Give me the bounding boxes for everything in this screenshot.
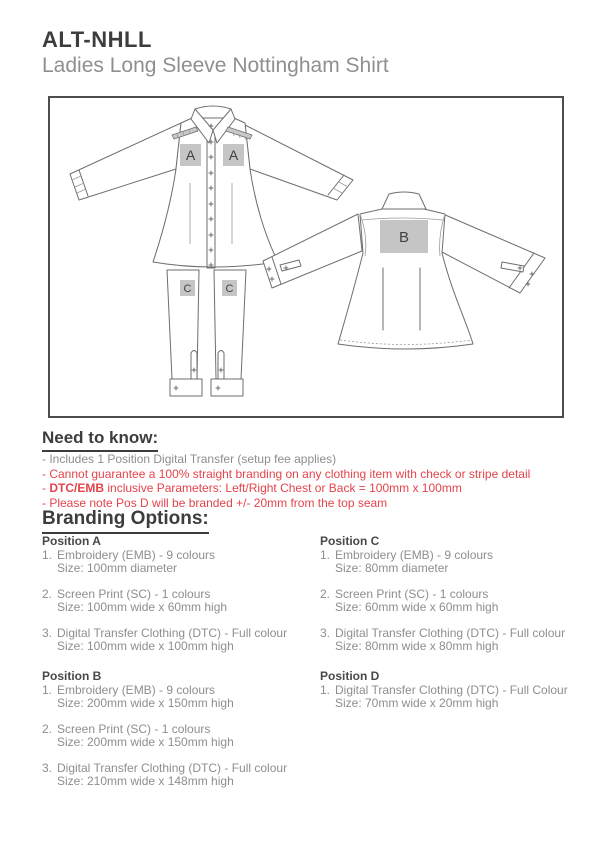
branding-options-section: [42, 508, 209, 534]
option-size: Size: 210mm wide x 148mm high: [57, 774, 234, 788]
position-c-right-label: C: [225, 283, 234, 295]
position-c-option-1: 1. Embroidery (EMB) - 9 colours Size: 80mm diameter: [320, 548, 494, 575]
option-desc: Embroidery (EMB) - 9 colours: [57, 683, 216, 697]
option-size: Size: 80mm diameter: [335, 561, 449, 575]
position-a-block: [42, 535, 314, 666]
position-b-option-1: 1. Embroidery (EMB) - 9 colours Size: 200mm wide x 150mm high: [42, 683, 234, 710]
option-desc: Digital Transfer Clothing (DTC) - Full colour: [57, 626, 288, 640]
back-left-sleeve: [263, 214, 362, 288]
sleeve-details: [167, 270, 246, 396]
product-title: Ladies Long Sleeve Nottingham Shirt: [42, 54, 389, 77]
option-size: Size: 100mm diameter: [57, 561, 178, 575]
position-c-heading: Position C: [320, 534, 380, 548]
position-b-option-3: 3. Digital Transfer Clothing (DTC) - Full colour Size: 210mm wide x 148mm high: [42, 761, 288, 788]
position-c-option-3: 3. Digital Transfer Clothing (DTC) - Full colour Size: 80mm wide x 80mm high: [320, 626, 566, 653]
option-desc: Digital Transfer Clothing (DTC) - Full colour: [57, 761, 288, 775]
position-a-right-label: A: [228, 147, 239, 163]
position-a-option-1: 1. Embroidery (EMB) - 9 colours Size: 100mm diameter: [42, 548, 216, 575]
option-desc: Digital Transfer Clothing (DTC) - Full colour: [335, 626, 566, 640]
note-no-guarantee: - Cannot guarantee a 100% straight branding on any clothing item with check or stripe detail: [42, 466, 531, 481]
position-c-option-2: 2. Screen Print (SC) - 1 colours Size: 60mm wide x 60mm high: [320, 587, 499, 614]
position-a-option-2: 2. Screen Print (SC) - 1 colours Size: 100mm wide x 60mm high: [42, 587, 228, 614]
option-desc: Embroidery (EMB) - 9 colours: [335, 548, 494, 562]
garment-diagram: [50, 98, 562, 416]
position-c-block: [320, 535, 592, 666]
option-size: Size: 200mm wide x 150mm high: [57, 696, 234, 710]
need-to-know-section: [42, 428, 158, 452]
need-to-know-heading: Need to know:: [42, 428, 158, 452]
position-d-option-1: 1. Digital Transfer Clothing (DTC) - Full Colour Size: 70mm wide x 20mm high: [320, 683, 568, 710]
option-size: Size: 60mm wide x 60mm high: [335, 600, 499, 614]
garment-diagram-panel: [48, 96, 564, 418]
option-desc: Screen Print (SC) - 1 colours: [335, 587, 489, 601]
option-desc: Screen Print (SC) - 1 colours: [57, 722, 211, 736]
option-desc: Embroidery (EMB) - 9 colours: [57, 548, 216, 562]
front-left-sleeve: [70, 123, 181, 200]
option-desc: Digital Transfer Clothing (DTC) - Full Colour: [335, 683, 568, 697]
position-b-label: B: [398, 229, 410, 246]
position-c-left-label: C: [183, 283, 192, 295]
position-a-option-3: 3. Digital Transfer Clothing (DTC) - Full colour Size: 100mm wide x 100mm high: [42, 626, 288, 653]
option-size: Size: 70mm wide x 20mm high: [335, 696, 499, 710]
branding-options-heading: Branding Options:: [42, 508, 209, 534]
notes-list: [42, 452, 582, 510]
position-a-heading: Position A: [42, 534, 101, 548]
position-a-left-label: A: [185, 147, 196, 163]
position-d-heading: Position D: [320, 669, 380, 683]
note-pos-d: - Please note Pos D will be branded +/- 20mm from the top seam: [42, 495, 388, 510]
note-setup-fee: - Includes 1 Position Digital Transfer (setup fee applies): [42, 452, 337, 466]
position-b-option-2: 2. Screen Print (SC) - 1 colours Size: 200mm wide x 150mm high: [42, 722, 234, 749]
option-size: Size: 100mm wide x 100mm high: [57, 639, 234, 653]
option-size: Size: 200mm wide x 150mm high: [57, 735, 234, 749]
note-parameters: - DTC/EMB inclusive Parameters: Left/Right Chest or Back = 100mm x 100mm: [42, 481, 462, 496]
back-right-sleeve: [440, 214, 545, 293]
option-size: Size: 80mm wide x 80mm high: [335, 639, 499, 653]
front-right-sleeve: [245, 125, 353, 200]
product-code: ALT-NHLL: [42, 27, 152, 52]
position-b-block: [42, 670, 314, 801]
back-view: [263, 192, 545, 349]
note-parameters-bold: DTC/EMB: [49, 481, 105, 496]
option-size: Size: 100mm wide x 60mm high: [57, 600, 228, 614]
position-d-block: [320, 670, 592, 723]
position-b-heading: Position B: [42, 669, 102, 683]
option-desc: Screen Print (SC) - 1 colours: [57, 587, 211, 601]
back-collar: [382, 192, 426, 209]
